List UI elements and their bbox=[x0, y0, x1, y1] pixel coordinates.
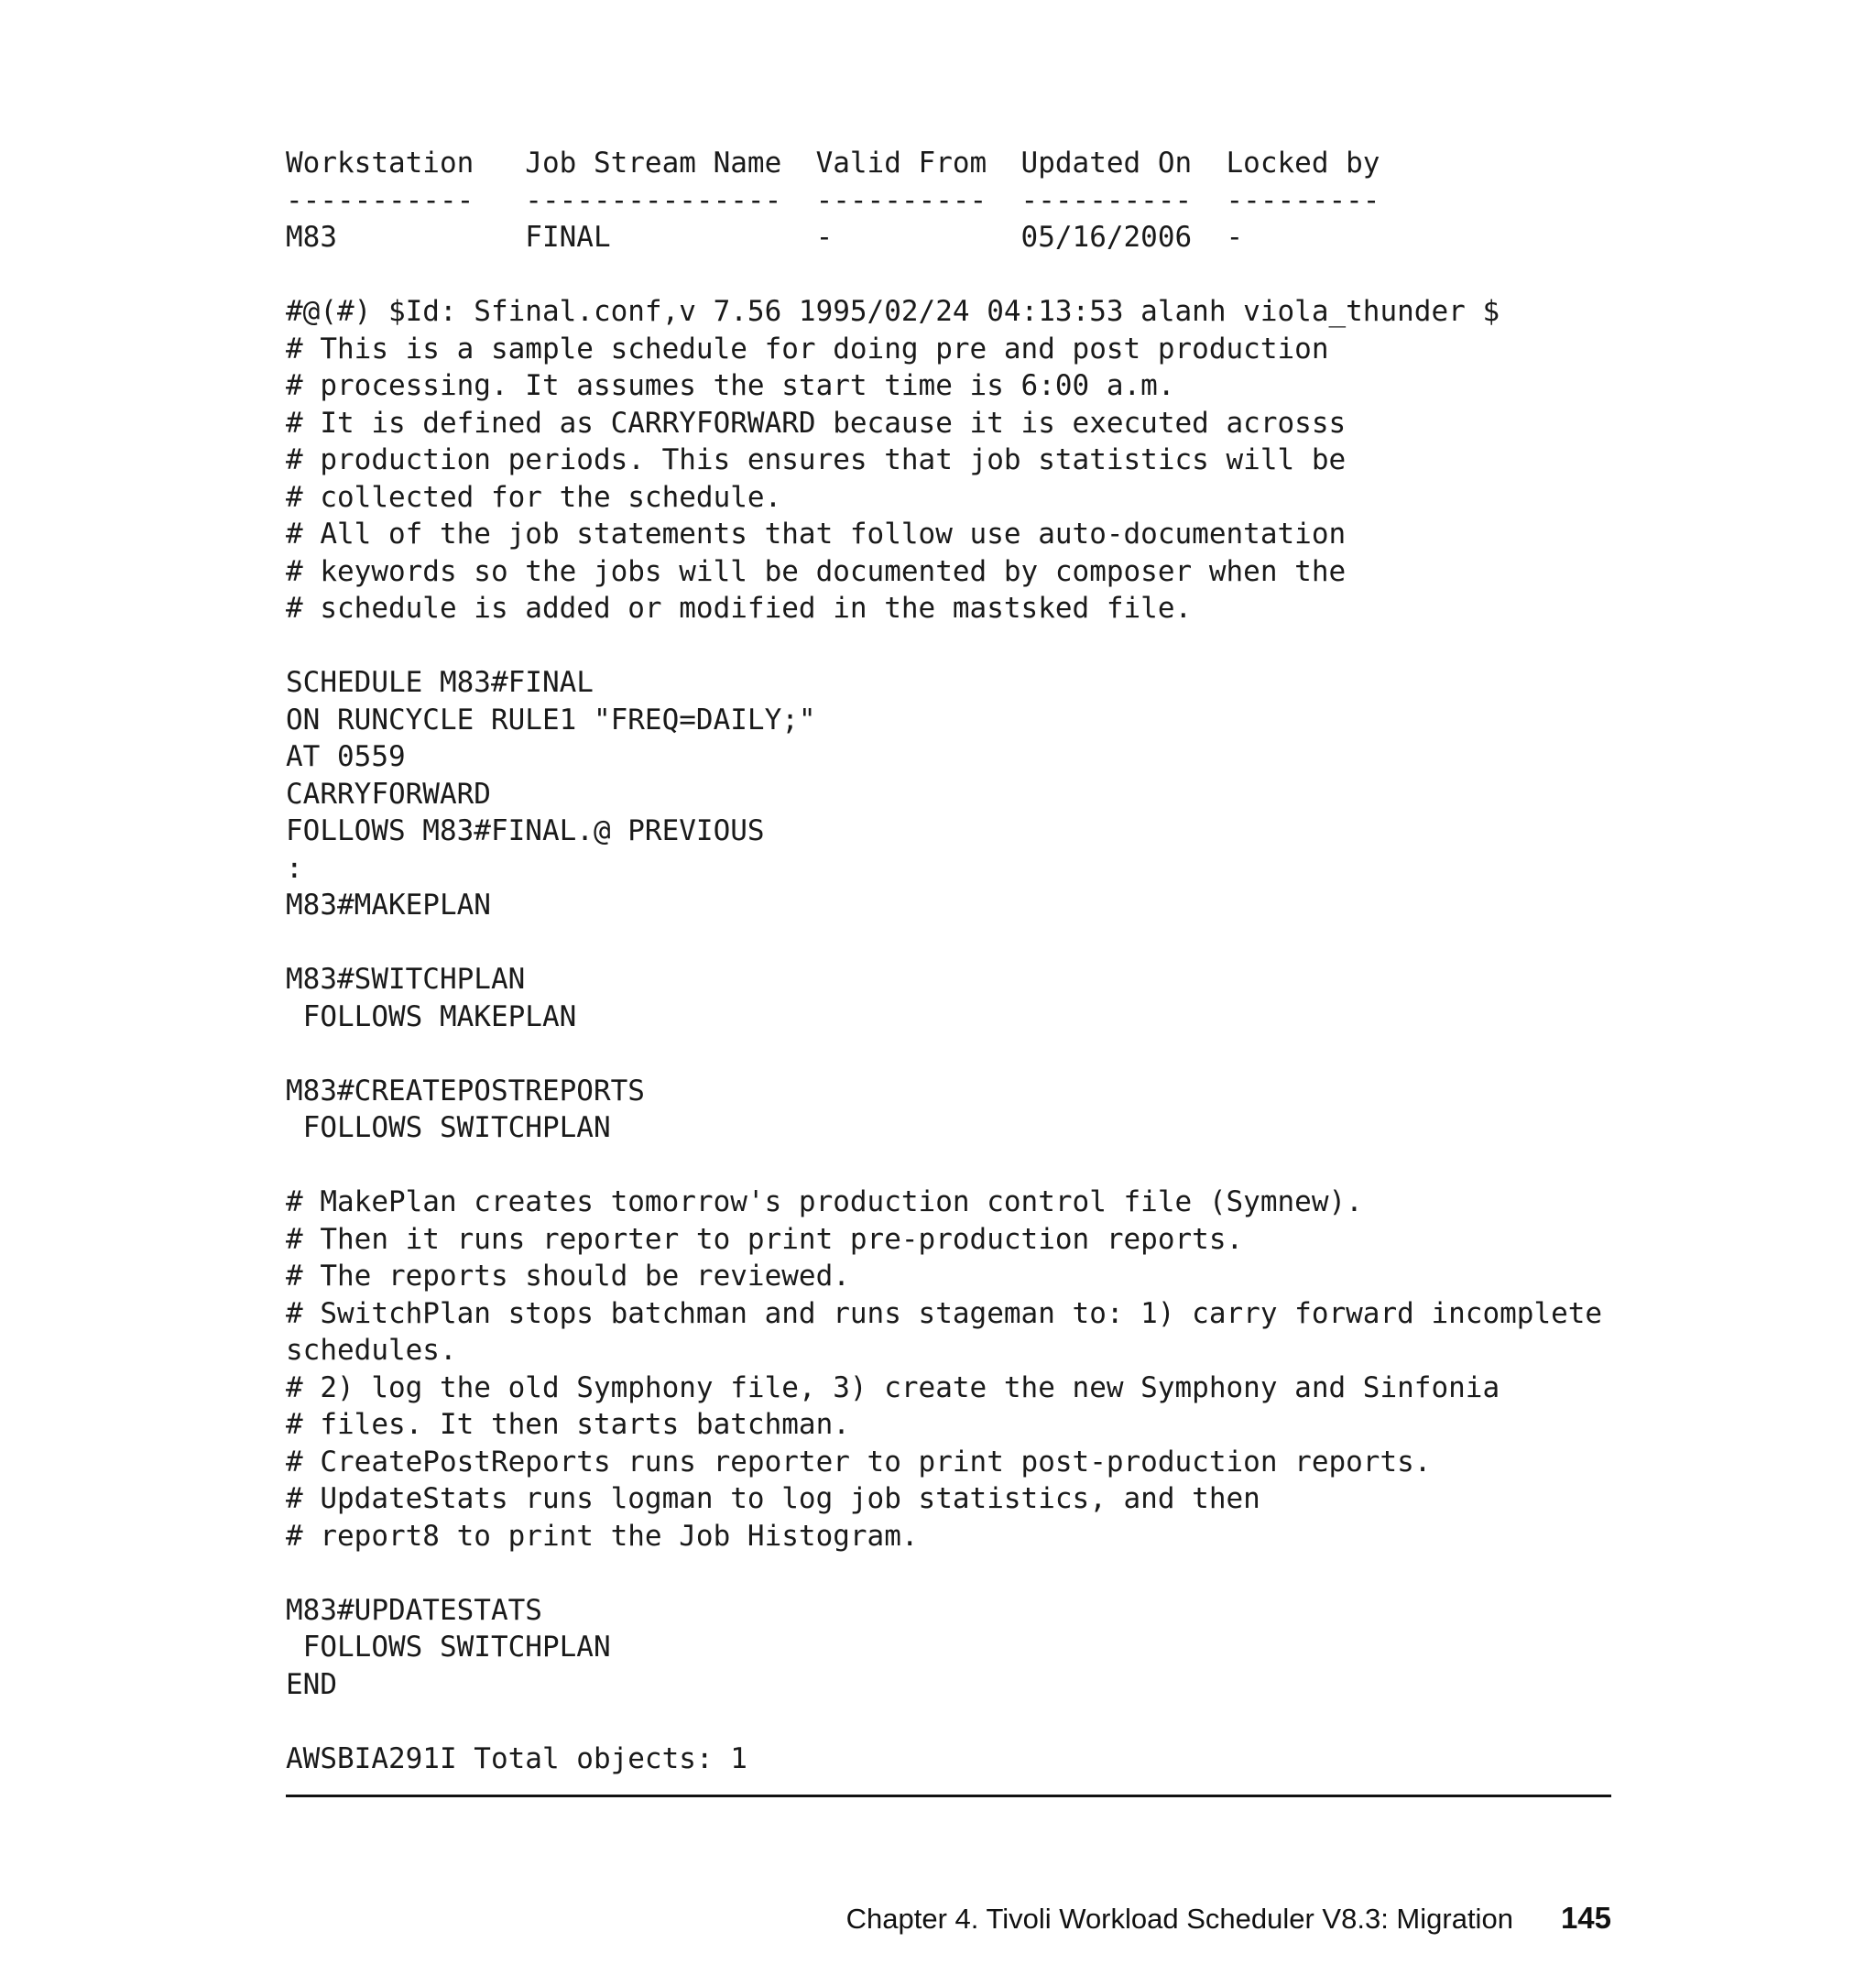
code-line: Workstation Job Stream Name Valid From Updated On Locked by bbox=[286, 147, 1380, 180]
code-line: # All of the job statements that follow use auto-documentation bbox=[286, 518, 1347, 551]
code-line: #@(#) $Id: Sfinal.conf,v 7.56 1995/02/24 04:13:53 alanh viola_thunder $ bbox=[286, 295, 1500, 328]
code-line: SCHEDULE M83#FINAL bbox=[286, 666, 594, 699]
code-line: schedules. bbox=[286, 1334, 457, 1367]
code-line: CARRYFORWARD bbox=[286, 777, 491, 811]
code-line: # MakePlan creates tomorrow's production control file (Symnew). bbox=[286, 1185, 1363, 1218]
code-line: # CreatePostReports runs reporter to print post-production reports. bbox=[286, 1445, 1432, 1479]
code-line: # This is a sample schedule for doing pre and post production bbox=[286, 332, 1329, 366]
code-line: M83#SWITCHPLAN bbox=[286, 963, 526, 996]
code-line: ----------- --------------- ---------- ---------- --------- bbox=[286, 183, 1380, 217]
code-line: M83 FINAL - 05/16/2006 - bbox=[286, 221, 1244, 254]
code-line: # report8 to print the Job Histogram. bbox=[286, 1519, 919, 1553]
code-line: FOLLOWS SWITCHPLAN bbox=[286, 1111, 611, 1144]
code-line: # The reports should be reviewed. bbox=[286, 1260, 850, 1293]
code-line bbox=[286, 627, 1602, 665]
code-line: # SwitchPlan stops batchman and runs stageman to: 1) carry forward incomplete bbox=[286, 1296, 1603, 1330]
code-line bbox=[286, 1703, 1602, 1740]
code-line: : bbox=[286, 851, 303, 885]
code-line: # UpdateStats runs logman to log job statistics, and then bbox=[286, 1482, 1260, 1515]
code-line: # collected for the schedule. bbox=[286, 480, 782, 514]
code-line: # keywords so the jobs will be documented by composer when the bbox=[286, 554, 1347, 588]
code-line bbox=[286, 1035, 1602, 1073]
code-line bbox=[286, 1555, 1602, 1592]
page-number: 145 bbox=[1560, 1901, 1611, 1935]
code-line: M83#UPDATESTATS bbox=[286, 1593, 542, 1627]
code-line: # It is defined as CARRYFORWARD because it is executed acrosss bbox=[286, 406, 1347, 440]
code-line: ON RUNCYCLE RULE1 "FREQ=DAILY;" bbox=[286, 703, 816, 737]
code-line: FOLLOWS M83#FINAL.@ PREVIOUS bbox=[286, 814, 765, 847]
code-line: AT 0559 bbox=[286, 740, 406, 773]
code-line: # 2) log the old Symphony file, 3) create the new Symphony and Sinfonia bbox=[286, 1370, 1500, 1404]
code-line: FOLLOWS MAKEPLAN bbox=[286, 999, 577, 1033]
code-line: # files. It then starts batchman. bbox=[286, 1408, 850, 1441]
code-line: M83#CREATEPOSTREPORTS bbox=[286, 1074, 645, 1108]
footer-chapter-title: Chapter 4. Tivoli Workload Scheduler V8.3: Migration bbox=[845, 1903, 1513, 1935]
code-line: END bbox=[286, 1667, 337, 1701]
code-line: # production periods. This ensures that job statistics will be bbox=[286, 443, 1347, 476]
page-footer bbox=[846, 1901, 1611, 1936]
code-line: AWSBIA291I Total objects: 1 bbox=[286, 1741, 747, 1775]
code-line: # schedule is added or modified in the mastsked file. bbox=[286, 592, 1193, 625]
code-line: # processing. It assumes the start time is 6:00 a.m. bbox=[286, 369, 1175, 402]
code-listing bbox=[286, 145, 1602, 1777]
code-line: FOLLOWS SWITCHPLAN bbox=[286, 1631, 611, 1664]
code-line bbox=[286, 1147, 1602, 1184]
horizontal-rule bbox=[286, 1795, 1611, 1797]
code-line: # Then it runs reporter to print pre-production reports. bbox=[286, 1222, 1244, 1256]
code-line bbox=[286, 924, 1602, 962]
code-line bbox=[286, 256, 1602, 294]
code-line: M83#MAKEPLAN bbox=[286, 889, 491, 922]
